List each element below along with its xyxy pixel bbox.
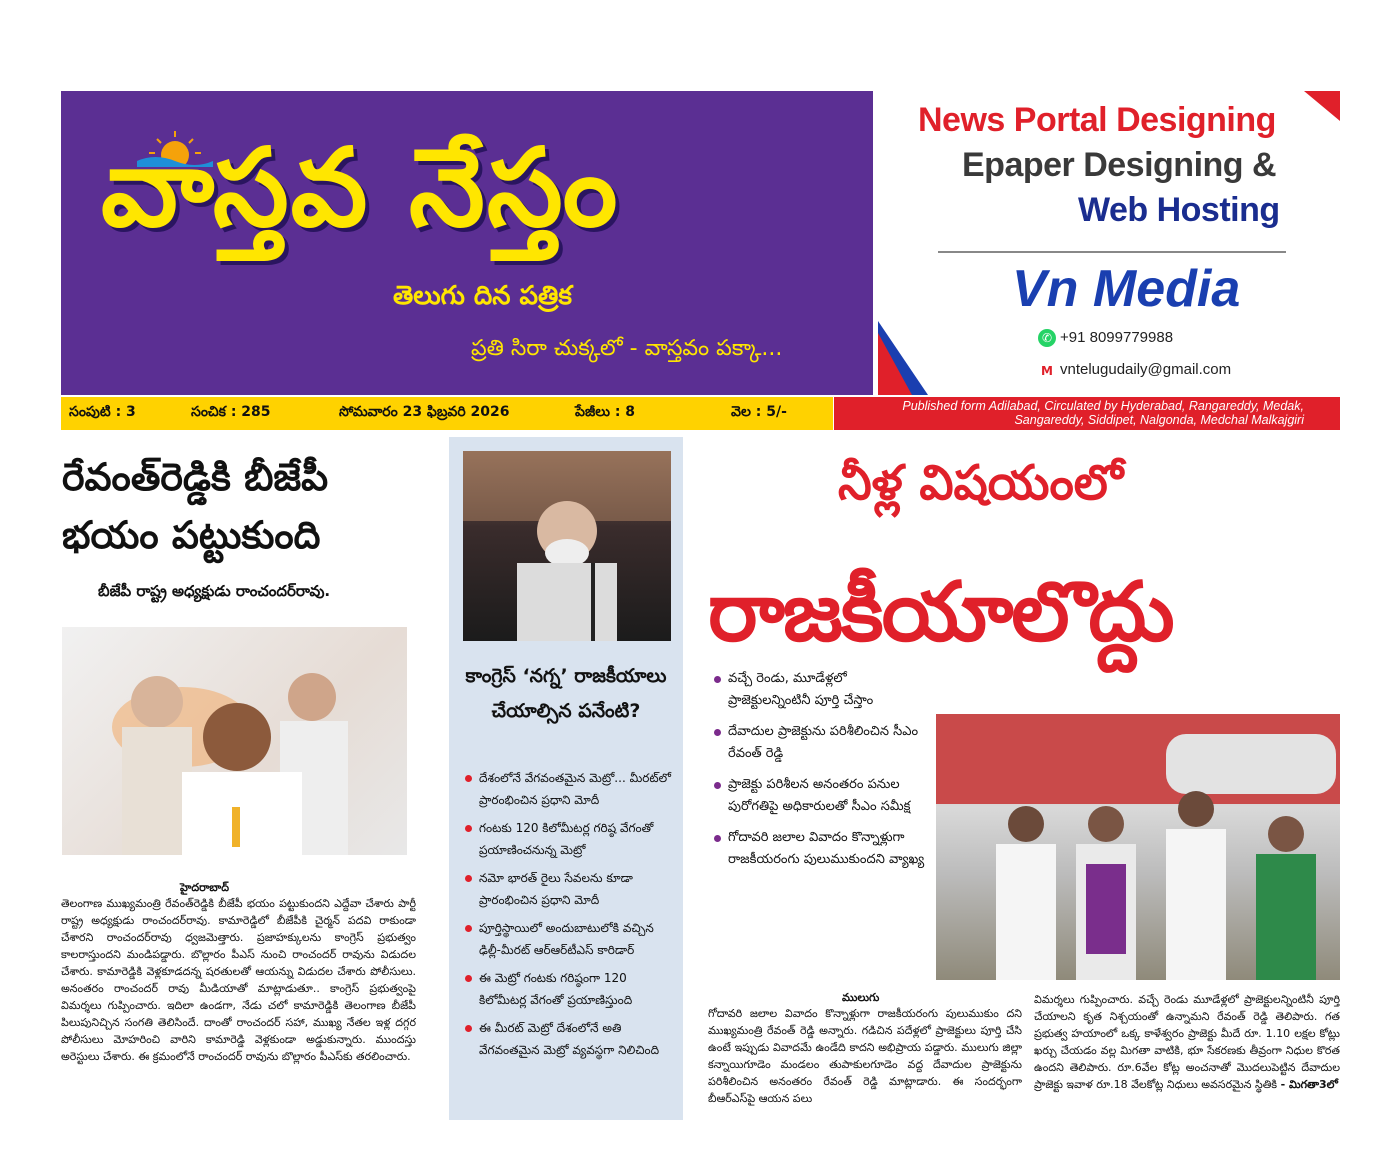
politician-photo-icon	[62, 627, 407, 855]
right-story-body-text: విమర్శలు గుప్పించారు. వచ్చే రెండు మూడేళ్లలో ప్రాజెక్టులన్నింటినీ పూర్తి చేయాలని కృత నిశ్చయంతో ఉన్నామని రేవంత్ రెడ్డి తెలిపారు. గత ప్రభుత్వ హయాంలో ఒక్క కాళేశ్వరం ప్రాజెక్టు మీదే రూ. 1.10 లక్షల కోట్లు ఖర్చు చేయడం వల్ల మిగతా వాటికి, భూ సేకరణకు తీవ్రంగా నిధుల కొరత ఉందని తెలిపారు. రూ.6వేల కోట్ల అంచనాతో మొదలుపెట్టిన దేవాదుల ప్రాజెక్టు ఇవాళ రూ.18 వేలకోట్ల నిధులు అవసరమైన స్థితికి	[1034, 993, 1340, 1091]
newspaper-title: వాస్తవ నేస్తం	[101, 126, 620, 251]
masthead	[61, 91, 873, 395]
mid-story-bullets	[463, 767, 675, 1067]
price: వెల : 5/-	[731, 404, 787, 420]
left-story-photo	[62, 627, 407, 855]
ad-email[interactable]: vntelugudaily@gmail.com	[1060, 361, 1232, 378]
list-item: ఈ మీరట్ మెట్రో దేశంలోనే అతి వేగవంతమైన మెట్రో వ్యవస్థగా నిలిచింది	[463, 1017, 675, 1061]
list-item: ఈ మెట్రో గంటకు గరిష్ఠంగా 120 కిలోమీటర్ల వేగంతో ప్రయాణిస్తుంది	[463, 967, 675, 1011]
middle-column	[449, 437, 683, 1120]
list-item: పూర్తిస్థాయిలో అందుబాటులోకి వచ్చిన ఢిల్లీ-మీరట్ ఆర్ఆర్‌టీఎస్ కారిడార్	[463, 917, 675, 961]
newspaper-subtitle: తెలుగు దిన పత్రిక	[393, 281, 572, 311]
right-story-headline[interactable]: రాజకీయాలొద్దు	[708, 565, 1173, 660]
issue-number: సంచిక : 285	[191, 404, 271, 420]
list-item: గంటకు 120 కిలోమీటర్ల గరిష్ఠ వేగంతో ప్రయాణించనున్న మెట్రో	[463, 817, 675, 861]
ad-divider	[938, 251, 1286, 253]
ad-corner-accent-top-icon	[1304, 91, 1340, 121]
volume: సంపుటి : 3	[69, 404, 136, 420]
left-story-dateline: హైదరాబాద్	[180, 881, 229, 894]
list-item: దేశంలోనే వేగవంతమైన మెట్రో... మీరట్‌లో ప్రారంభించిన ప్రధాని మోదీ	[463, 767, 675, 811]
right-story-body-col1: గోదావరి జలాల వివాదం కొన్నాళ్లుగా రాజకీయరంగు పులుముకుం దని ముఖ్యమంత్రి రేవంత్ రెడ్డి అన్నారు. గడిచిన పదేళ్లలో ప్రాజెక్టులు పూర్తి చేసి ఉంటే ఇప్పుడు వివాదమే ఉండేది కాదని అభిప్రాయ పడ్డారు. ములుగు జిల్లా కన్నాయిగూడెం మండలం తుపాకులగూడెం వద్ద దేవాదుల ప్రాజెక్టును పరిశీలించిన అనంతరం రేవంత్ రెడ్డి మాట్లాడారు. ఈ సందర్భంగా బీఆర్ఎస్‌పై ఆయన పలు	[708, 1007, 1022, 1105]
left-story-body: తెలంగాణ ముఖ్యమంత్రి రేవంత్‌రెడ్డికి బీజేపీ భయం పట్టుకుందని ఎద్దేవా చేశారు పార్టీ రాష్ట్ర అధ్యక్షుడు రాంచందర్‌రావు. కామారెడ్డిలో బీజేపీకి చైర్మన్ పదవి రాకుండా చేశారని రాంచందర్‌రావు ధ్వజమెత్తారు. ప్రజాహక్కులను కాంగ్రెస్ ప్రభుత్వం కాలరాస్తుందని మండిపడ్డారు. బొల్లారం పీఎస్ నుంచి రాంచందర్ రావును విడుదల చేశారు. కామారెడ్డికి వెళ్లకూడదన్న షరతులతో ఆయన్ను విడుదల చేశారు పోలీసులు. అనంతరం రాంచందర్ రావు మీడియాతో మాట్లాడుతూ.. కాంగ్రెస్ ప్రభుత్వంపై విమర్శలు గుప్పించారు. ఇదిలా ఉండగా, నేడు చలో కామారెడ్డికి తెలంగాణ బీజేపీ పిలుపునిచ్చిన సంగతి తెలిసిందే. దాంతో రాంచందర్ సహా, ముఖ్య నేతల ఇళ్ల దగ్గర పోలీసులు మోహరించి వారిని కామారెడ్డి వెళ్లకుండా అడ్డుకున్నారు. ముందస్తు అరెస్టులు చేశారు. ఈ క్రమంలోనే రాంచందర్ రావును బొల్లారం పీఎస్‌కు తరలించారు.	[61, 897, 416, 1063]
advertisement[interactable]	[878, 91, 1340, 395]
left-story-subhead: బీజేపీ రాష్ట్ర అధ్యక్షుడు రాంచందర్‌రావు.	[98, 582, 331, 600]
ad-corner-accent-icon	[878, 321, 928, 395]
mid-story-headline[interactable]: కాంగ్రెస్ ‘నగ్న’ రాజకీయాలు చేయాల్సిన పనేంటి?	[465, 665, 667, 722]
left-story-headline[interactable]: రేవంత్‌రెడ్డికి బీజేపీ భయం పట్టుకుంది	[62, 455, 329, 557]
issue-date: సోమవారం 23 ఫిబ్రవరి 2026	[339, 404, 510, 420]
ad-line-2: Epaper Designing &	[962, 146, 1277, 184]
list-item: దేవాదుల ప్రాజెక్టును పరిశీలించిన సీఎం రేవంత్ రెడ్డి	[712, 721, 927, 765]
list-item: ప్రాజెక్టు పరిశీలన అనంతరం పనుల పురోగతిపై అధికారులతో సీఎం సమీక్ష	[712, 774, 927, 818]
ad-line-1: News Portal Designing	[918, 101, 1276, 139]
ad-brand: Vn Media	[1012, 260, 1241, 318]
right-story-kicker: నీళ్ల విషయంలో	[838, 455, 1124, 511]
publication-note: Published form Adilabad, Circulated by Hyderabad, Rangareddy, Medak, Sangareddy, Siddipet, Nalgonda, Medchal Malkajgiri	[902, 399, 1304, 427]
newspaper-tagline: ప్రతి సిరా చుక్కలో - వాస్తవం పక్కా...	[471, 336, 783, 361]
right-story-photo	[936, 714, 1340, 980]
right-story-dateline: ములుగు	[842, 991, 880, 1004]
helicopter-group-photo-icon	[936, 714, 1340, 980]
continued-link[interactable]: - మిగతా3లో	[1280, 1078, 1339, 1091]
ad-phone[interactable]: +91 8099779988	[1060, 329, 1174, 346]
ad-line-3: Web Hosting	[1078, 191, 1280, 229]
gmail-icon: M	[1038, 362, 1056, 380]
speaker-photo-icon	[463, 451, 671, 641]
issue-info-bar	[61, 397, 833, 430]
list-item: గోదావరి జలాల వివాదం కొన్నాళ్లుగా రాజకీయరంగు పులుముకుందని వ్యాఖ్య	[712, 827, 927, 871]
publication-bar	[834, 397, 1340, 430]
list-item: వచ్చే రెండు, మూడేళ్లలో ప్రాజెక్టులన్నింటినీ పూర్తి చేస్తాం	[712, 668, 927, 712]
whatsapp-icon: ✆	[1038, 329, 1056, 347]
page-count: పేజీలు : 8	[575, 404, 636, 420]
right-story-body-col2	[1034, 991, 1340, 1093]
right-story-bullets	[712, 668, 927, 880]
list-item: నమో భారత్ రైలు సేవలను కూడా ప్రారంభించిన ప్రధాని మోదీ	[463, 867, 675, 911]
mid-story-photo	[463, 451, 671, 641]
